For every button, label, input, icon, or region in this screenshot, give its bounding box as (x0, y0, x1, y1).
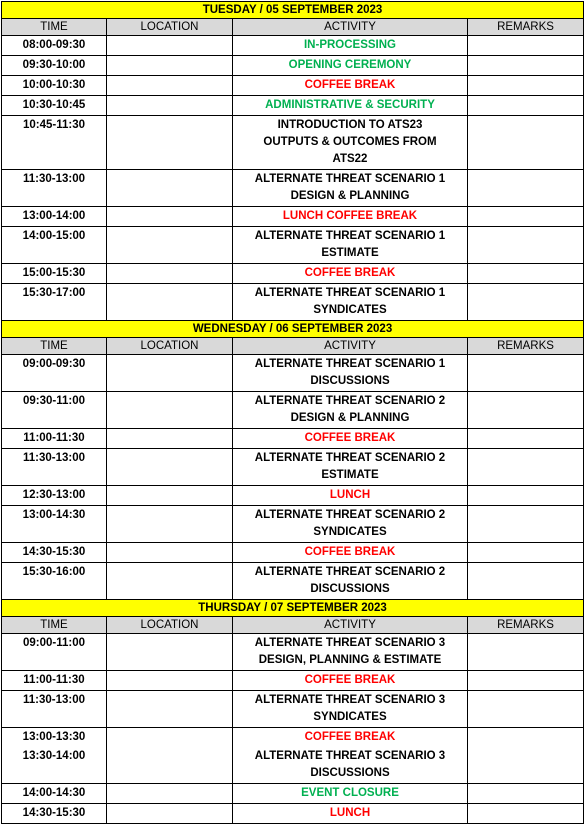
column-header-activity: ACTIVITY (233, 338, 468, 355)
remarks-cell (468, 284, 584, 321)
activity-line: SYNDICATES (313, 711, 387, 723)
time-text: 15:30-17:00 (22, 287, 86, 299)
table-row (2, 56, 584, 76)
activity-cell (233, 671, 468, 691)
activity-line: DISCUSSIONS (310, 583, 390, 595)
location-cell (107, 563, 233, 600)
location-cell (107, 784, 233, 804)
remarks-cell (468, 449, 584, 486)
time-cell (2, 671, 107, 691)
activity-cell (233, 227, 468, 264)
table-row (2, 36, 584, 56)
remarks-cell (468, 264, 584, 284)
table-row (2, 486, 584, 506)
time-text: 10:45-11:30 (22, 119, 86, 131)
column-header-row (2, 19, 584, 36)
time-text: 14:30-15:30 (22, 546, 86, 558)
location-cell (107, 392, 233, 429)
remarks-cell (468, 207, 584, 227)
time-text: 09:00-09:30 (22, 358, 86, 370)
activity-line: DESIGN & PLANNING (290, 412, 410, 424)
activity-cell (233, 170, 468, 207)
location-cell (107, 284, 233, 321)
location-cell (107, 264, 233, 284)
location-cell (107, 671, 233, 691)
activity-line: LUNCH (329, 807, 371, 819)
activity-line: IN-PROCESSING (303, 39, 396, 51)
activity-line: COFFEE BREAK (304, 546, 396, 558)
activity-cell (233, 116, 468, 170)
remarks-cell (468, 563, 584, 600)
time-cell (2, 506, 107, 543)
time-text: 13:00-14:00 (22, 210, 86, 222)
table-row (2, 264, 584, 284)
activity-line: SYNDICATES (313, 526, 387, 538)
location-cell (107, 691, 233, 728)
activity-cell (233, 392, 468, 429)
column-header-time: TIME (2, 19, 107, 36)
location-cell (107, 355, 233, 392)
table-row (2, 116, 584, 170)
activity-cell (233, 36, 468, 56)
time-text: 14:00-15:00 (22, 230, 86, 242)
activity-line: COFFEE BREAK (304, 79, 396, 91)
activity-cell (233, 429, 468, 449)
time-cell (2, 227, 107, 264)
column-header-location: LOCATION (107, 19, 233, 36)
time-text: 08:00-09:30 (22, 39, 86, 51)
activity-line: ESTIMATE (321, 469, 379, 481)
location-cell (107, 634, 233, 671)
time-text: 09:00-11:00 (22, 637, 86, 649)
activity-cell (233, 449, 468, 486)
remarks-cell (468, 227, 584, 264)
activity-line: COFFEE BREAK (304, 432, 396, 444)
activity-cell (233, 728, 468, 784)
location-cell (107, 36, 233, 56)
activity-cell (233, 355, 468, 392)
activity-cell (233, 784, 468, 804)
time-text: 11:30-13:00 (22, 452, 86, 464)
activity-line: OPENING CEREMONY (288, 59, 412, 71)
time-cell (2, 264, 107, 284)
activity-cell (233, 563, 468, 600)
activity-cell (233, 56, 468, 76)
activity-line: DISCUSSIONS (310, 375, 390, 387)
activity-cell (233, 76, 468, 96)
time-text: 12:30-13:00 (22, 489, 86, 501)
table-row (2, 392, 584, 429)
location-cell (107, 116, 233, 170)
column-header-row (2, 338, 584, 355)
activity-line: ALTERNATE THREAT SCENARIO 3 (254, 750, 446, 762)
time-text: 15:30-16:00 (22, 566, 86, 578)
table-row (2, 355, 584, 392)
time-cell (2, 56, 107, 76)
activity-line: COFFEE BREAK (304, 674, 396, 686)
table-row (2, 449, 584, 486)
time-text: 13:00-14:30 (22, 509, 86, 521)
remarks-cell (468, 671, 584, 691)
table-row (2, 728, 584, 784)
column-header-activity: ACTIVITY (233, 617, 468, 634)
table-row (2, 284, 584, 321)
table-row (2, 634, 584, 671)
activity-line: SYNDICATES (313, 304, 387, 316)
time-text: 10:00-10:30 (22, 79, 86, 91)
remarks-cell (468, 96, 584, 116)
column-header-remarks: REMARKS (468, 19, 584, 36)
activity-line: ADMINISTRATIVE & SECURITY (265, 99, 435, 111)
time-cell (2, 449, 107, 486)
time-cell (2, 728, 107, 784)
day-header-row (2, 2, 584, 19)
table-row (2, 76, 584, 96)
day-header: WEDNESDAY / 06 SEPTEMBER 2023 (2, 321, 584, 338)
time-cell (2, 429, 107, 449)
column-header-remarks: REMARKS (468, 338, 584, 355)
activity-line: ALTERNATE THREAT SCENARIO 2 (254, 395, 446, 407)
activity-cell (233, 634, 468, 671)
activity-cell (233, 543, 468, 563)
time-cell (2, 96, 107, 116)
activity-line: ESTIMATE (321, 247, 379, 259)
remarks-cell (468, 634, 584, 671)
time-cell (2, 543, 107, 563)
remarks-cell (468, 784, 584, 804)
day-header: TUESDAY / 05 SEPTEMBER 2023 (2, 2, 584, 19)
time-text: 14:00-14:30 (22, 787, 86, 799)
activity-line: INTRODUCTION TO ATS23 (277, 119, 423, 131)
column-header-location: LOCATION (107, 617, 233, 634)
activity-line: EVENT CLOSURE (301, 787, 399, 799)
column-header-time: TIME (2, 338, 107, 355)
activity-cell (233, 207, 468, 227)
column-header-row (2, 617, 584, 634)
time-cell (2, 284, 107, 321)
location-cell (107, 728, 233, 784)
remarks-cell (468, 543, 584, 563)
table-row (2, 563, 584, 600)
column-header-activity: ACTIVITY (233, 19, 468, 36)
time-text: 15:00-15:30 (22, 267, 86, 279)
activity-line: DISCUSSIONS (310, 767, 390, 779)
time-cell (2, 116, 107, 170)
time-cell (2, 691, 107, 728)
remarks-cell (468, 56, 584, 76)
table-row (2, 671, 584, 691)
time-text: 11:00-11:30 (23, 432, 85, 444)
activity-line: ALTERNATE THREAT SCENARIO 2 (254, 566, 446, 578)
time-cell (2, 36, 107, 56)
time-cell (2, 784, 107, 804)
activity-line: ALTERNATE THREAT SCENARIO 2 (254, 452, 446, 464)
location-cell (107, 486, 233, 506)
location-cell (107, 429, 233, 449)
activity-cell (233, 486, 468, 506)
time-text: 10:30-10:45 (22, 99, 86, 111)
remarks-cell (468, 804, 584, 824)
location-cell (107, 506, 233, 543)
remarks-cell (468, 429, 584, 449)
activity-cell (233, 804, 468, 824)
activity-line: ATS22 (332, 153, 368, 165)
day-header-row (2, 321, 584, 338)
location-cell (107, 96, 233, 116)
remarks-cell (468, 76, 584, 96)
activity-cell (233, 506, 468, 543)
table-row (2, 506, 584, 543)
table-row (2, 170, 584, 207)
schedule-table (1, 1, 584, 824)
time-text: 14:30-15:30 (22, 807, 86, 819)
location-cell (107, 449, 233, 486)
activity-cell (233, 96, 468, 116)
day-header-row (2, 600, 584, 617)
remarks-cell (468, 728, 584, 784)
remarks-cell (468, 392, 584, 429)
time-cell (2, 170, 107, 207)
activity-line: LUNCH COFFEE BREAK (282, 210, 418, 222)
table-row (2, 804, 584, 824)
table-row (2, 96, 584, 116)
activity-line: DESIGN & PLANNING (290, 190, 410, 202)
table-row (2, 227, 584, 264)
time-text: 11:30-13:00 (22, 173, 86, 185)
remarks-cell (468, 486, 584, 506)
activity-cell (233, 691, 468, 728)
table-row (2, 429, 584, 449)
time-text: 11:00-11:30 (23, 674, 85, 686)
time-text: 09:30-10:00 (22, 59, 86, 71)
activity-line: LUNCH (329, 489, 371, 501)
activity-cell (233, 264, 468, 284)
schedule-body (2, 2, 584, 824)
time-cell (2, 207, 107, 227)
remarks-cell (468, 506, 584, 543)
table-row (2, 543, 584, 563)
time-cell (2, 76, 107, 96)
day-header: THURSDAY / 07 SEPTEMBER 2023 (2, 600, 584, 617)
column-header-location: LOCATION (107, 338, 233, 355)
activity-line: ALTERNATE THREAT SCENARIO 3 (254, 637, 446, 649)
activity-line: ALTERNATE THREAT SCENARIO 3 (254, 694, 446, 706)
time-cell (2, 392, 107, 429)
time-cell (2, 486, 107, 506)
time-cell (2, 355, 107, 392)
activity-line: COFFEE BREAK (304, 731, 396, 743)
activity-line: DESIGN, PLANNING & ESTIMATE (258, 654, 442, 666)
remarks-cell (468, 170, 584, 207)
table-row (2, 784, 584, 804)
location-cell (107, 76, 233, 96)
activity-line: ALTERNATE THREAT SCENARIO 1 (254, 173, 446, 185)
location-cell (107, 227, 233, 264)
location-cell (107, 207, 233, 227)
activity-line: OUTPUTS & OUTCOMES FROM (263, 136, 437, 148)
time-text: 13:30-14:00 (22, 750, 86, 762)
location-cell (107, 170, 233, 207)
time-text: 13:00-13:30 (22, 731, 86, 743)
remarks-cell (468, 116, 584, 170)
location-cell (107, 56, 233, 76)
time-text: 11:30-13:00 (22, 694, 86, 706)
location-cell (107, 543, 233, 563)
activity-line: COFFEE BREAK (304, 267, 396, 279)
location-cell (107, 804, 233, 824)
activity-line: ALTERNATE THREAT SCENARIO 2 (254, 509, 446, 521)
remarks-cell (468, 691, 584, 728)
time-cell (2, 634, 107, 671)
table-row (2, 207, 584, 227)
time-cell (2, 563, 107, 600)
activity-line: ALTERNATE THREAT SCENARIO 1 (254, 230, 446, 242)
remarks-cell (468, 355, 584, 392)
activity-cell (233, 284, 468, 321)
activity-line: ALTERNATE THREAT SCENARIO 1 (254, 358, 446, 370)
activity-line: ALTERNATE THREAT SCENARIO 1 (254, 287, 446, 299)
column-header-remarks: REMARKS (468, 617, 584, 634)
time-cell (2, 804, 107, 824)
table-row (2, 691, 584, 728)
time-text: 09:30-11:00 (22, 395, 86, 407)
column-header-time: TIME (2, 617, 107, 634)
remarks-cell (468, 36, 584, 56)
